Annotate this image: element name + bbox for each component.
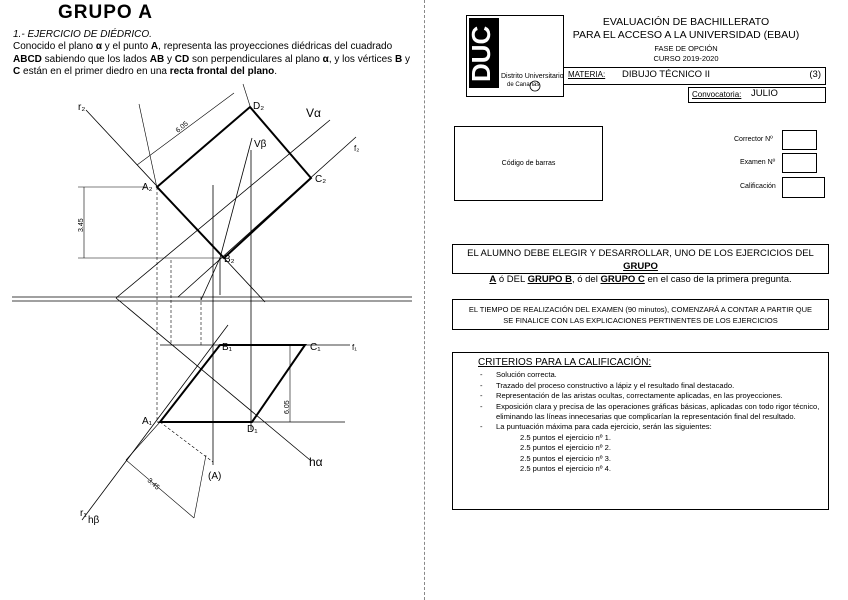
corrector-field[interactable] <box>782 130 817 150</box>
label-r1: r₁ <box>80 508 87 519</box>
svg-text:Distrito Universitario: Distrito Universitario <box>501 73 563 80</box>
notice-choice: EL ALUMNO DEBE ELEGIR Y DESARROLLAR, UNO DE LOS EJERCICIOS DEL GRUPO A ó DEL GRUPO B, ó del GRUPO C en el caso de la primera pregunta. <box>452 244 829 274</box>
convocatoria-box <box>688 87 826 103</box>
page-divider <box>424 0 425 600</box>
line-f2 <box>178 137 356 297</box>
label-a2: A₂ <box>142 182 153 193</box>
label-r2: r₂ <box>78 102 86 113</box>
calificacion-field[interactable] <box>782 177 825 198</box>
label-f1: f₁ <box>352 343 357 352</box>
score-line: 2.5 puntos el ejercicio nº 4. <box>520 464 611 474</box>
criteria-item: - Representación de las aristas ocultas, correctamente aplicadas, en las proyecciones. <box>478 391 820 401</box>
svg-text:de Canarias: de Canarias <box>507 82 540 88</box>
corrector-label: Corrector Nº <box>734 136 773 143</box>
label-c1: C₁ <box>310 342 321 353</box>
barcode-label: Código de barras <box>501 160 556 167</box>
examen-field[interactable] <box>782 153 817 173</box>
label-c2: C₂ <box>315 174 327 185</box>
criteria-item: - Exposición clara y precisa de las operaciones gráficas básicas, aplicadas con todo rigor técnico, eliminando las líneas innecesarias que complicarían la representación final del resultado. <box>478 402 820 423</box>
label-h-alpha: hα <box>309 455 323 469</box>
exam-header <box>566 16 806 64</box>
score-line: 2.5 puntos el ejercicio nº 1. <box>520 432 611 442</box>
dim-top: 6.05 <box>174 120 190 135</box>
materia-label: MATERIA: <box>568 70 606 79</box>
materia-value: DIBUJO TÉCNICO II <box>622 69 710 80</box>
examen-label: Examen Nº <box>740 159 776 166</box>
label-d1: D₁ <box>247 424 258 435</box>
dim-right: 6.05 <box>284 400 291 414</box>
criteria-item: - La puntuación máxima para cada ejercicio, serán las siguientes: <box>478 422 820 432</box>
duc-logo <box>466 15 564 97</box>
dim-bottom: 3.45 <box>145 477 161 492</box>
calificacion-label: Calificación <box>740 183 776 190</box>
criteria-list <box>478 370 820 432</box>
exercise-heading: 1.- EJERCICIO DE DIÉDRICO. <box>13 29 152 40</box>
svg-text:DUC: DUC <box>467 25 496 82</box>
dim-left: 3.45 <box>78 218 85 232</box>
label-b2: B₂ <box>224 254 235 265</box>
score-line: 2.5 puntos el ejercicio nº 3. <box>520 453 611 463</box>
label-f2: f₂ <box>354 144 360 153</box>
label-b1: B₁ <box>222 342 233 353</box>
label-a-rotated: (A) <box>208 471 222 482</box>
header-line1: EVALUACIÓN DE BACHILLERATO <box>602 16 770 28</box>
criteria-title: CRITERIOS PARA LA CALIFICACIÓN: <box>478 357 652 368</box>
header-line3: FASE DE OPCIÓN <box>654 44 718 53</box>
score-line: 2.5 puntos el ejercicio nº 2. <box>520 443 611 453</box>
materia-code: (3) <box>809 69 821 80</box>
criteria-box <box>452 352 829 510</box>
header-line4: CURSO 2019-2020 <box>653 54 719 63</box>
group-title: GRUPO A <box>58 2 153 23</box>
criteria-item: - Solución correcta. <box>478 370 820 380</box>
trace-v-beta <box>220 138 252 258</box>
label-h-beta: hβ <box>88 515 100 526</box>
convocatoria-label: Convocatoria: <box>692 90 742 99</box>
label-v-beta: Vβ <box>254 139 267 150</box>
exercise-statement: Conocido el plano α y el punto A, representa las proyecciones diédricas del cuadrado ABCD sabiendo que los lados AB y CD son perpendiculares al plano α, y los vértices B y C están en el primer diedro en una recta frontal del plano. <box>13 41 410 78</box>
label-a1: A₁ <box>142 416 153 427</box>
criteria-item: - Trazado del proceso constructivo a lápiz y el resultado final destacado. <box>478 381 820 391</box>
label-v-alpha: Vα <box>306 106 321 120</box>
trace-v-beta-2 <box>201 258 220 300</box>
materia-box <box>563 67 826 85</box>
notice-time: EL TIEMPO DE REALIZACIÓN DEL EXAMEN (90 minutos), COMENZARÁ A CONTAR A PARTIR QUE SE FINALICE CON LAS EXPLICACIONES PERTINENTES DE LOS EJERCICIOS <box>452 299 829 330</box>
convocatoria-value: JULIO <box>751 88 778 99</box>
label-d2: D₂ <box>253 101 265 112</box>
header-line2: PARA EL ACCESO A LA UNIVERSIDAD (EBAU) <box>572 29 800 41</box>
barcode-box <box>454 126 603 201</box>
